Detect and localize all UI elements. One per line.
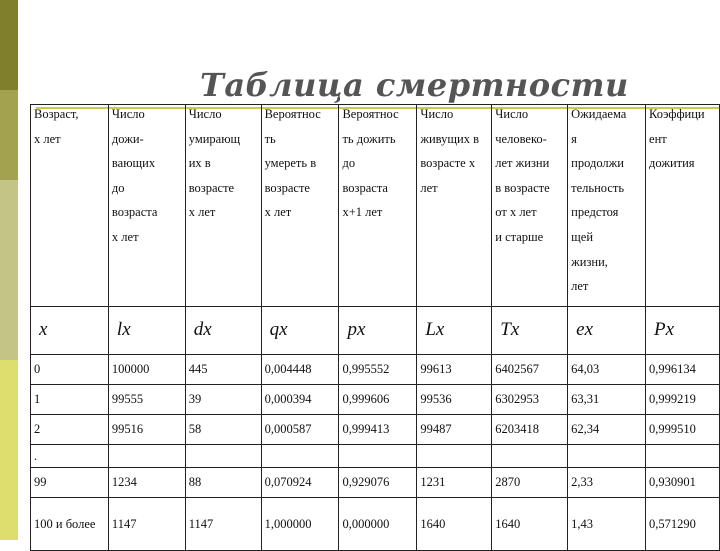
table-cell: 0 — [31, 354, 109, 384]
header-cell — [417, 105, 492, 307]
header-line: щей — [571, 229, 594, 244]
symbol-cell: lx — [108, 306, 185, 354]
header-line: Число — [420, 107, 454, 121]
table-cell: 0,999606 — [339, 384, 417, 414]
table-cell: 6203418 — [492, 414, 568, 444]
table-cell: 0,999413 — [339, 414, 417, 444]
table-cell: 1 — [31, 384, 109, 414]
header-line: Возраст, — [34, 107, 79, 121]
table-cell: 88 — [185, 467, 261, 497]
sidebar-segment-3 — [0, 180, 18, 360]
header-line: Число — [495, 107, 529, 121]
slide-sidebar — [0, 0, 18, 540]
table-cell: 445 — [185, 354, 261, 384]
table-cell: 99536 — [417, 384, 492, 414]
header-line: Ожидаема — [571, 107, 627, 121]
table-cell: 6302953 — [492, 384, 568, 414]
table-cell — [108, 444, 185, 467]
table-cell: 1147 — [185, 497, 261, 550]
header-line: лет — [571, 279, 589, 294]
symbol-cell: ex — [568, 306, 646, 354]
table-cell: 99 — [31, 467, 109, 497]
sidebar-segment-1 — [0, 0, 18, 90]
table-cell: 1231 — [417, 467, 492, 497]
header-cell — [568, 105, 646, 307]
table-cell: 99487 — [417, 414, 492, 444]
sidebar-segment-4 — [0, 360, 18, 540]
header-line: до — [342, 156, 356, 171]
table-cell — [568, 444, 646, 467]
header-line: Коэффици — [649, 107, 705, 121]
header-line: живущих в — [420, 131, 479, 146]
table-cell: 1147 — [108, 497, 185, 550]
symbol-cell: dx — [185, 306, 261, 354]
header-line: Число — [188, 107, 222, 121]
header-line: умирающ — [188, 131, 241, 146]
table-cell: 100000 — [108, 354, 185, 384]
table-row — [31, 467, 720, 497]
header-row — [31, 105, 720, 307]
table-cell: 0,999510 — [646, 414, 720, 444]
table-cell: 0,995552 — [339, 354, 417, 384]
table-cell: 0,999219 — [646, 384, 720, 414]
header-line: возраста — [111, 205, 158, 220]
table-cell: 0,000394 — [261, 384, 339, 414]
table-cell: 64,03 — [568, 354, 646, 384]
header-line: вающих — [111, 156, 156, 171]
header-line: возрасте — [188, 180, 235, 195]
table-cell — [646, 444, 720, 467]
table-cell: 58 — [185, 414, 261, 444]
header-line: я — [571, 131, 577, 146]
table-cell: 2870 — [492, 467, 568, 497]
header-line: ть — [264, 131, 276, 146]
header-line: ент — [649, 131, 667, 146]
header-line: ть дожить — [342, 131, 396, 146]
header-line: до — [111, 180, 125, 195]
header-line: человеко- — [495, 131, 547, 146]
table-cell: 0,000000 — [339, 497, 417, 550]
table-cell: 0,571290 — [646, 497, 720, 550]
header-line: x лет — [111, 229, 139, 244]
table-cell: 6402567 — [492, 354, 568, 384]
symbol-cell: Px — [646, 306, 720, 354]
table-cell: 2 — [31, 414, 109, 444]
header-line: и старше — [495, 229, 544, 244]
table-cell: 39 — [185, 384, 261, 414]
header-line: Число — [111, 107, 145, 121]
header-line: x лет — [34, 131, 61, 146]
table-cell: 1640 — [492, 497, 568, 550]
table-cell — [185, 444, 261, 467]
header-cell — [185, 105, 261, 307]
table-cell: 1640 — [417, 497, 492, 550]
header-line: лет — [420, 180, 438, 195]
table-cell: 2,33 — [568, 467, 646, 497]
table-cell — [339, 444, 417, 467]
header-line: Вероятнос — [342, 107, 399, 121]
table-cell: 0,000587 — [261, 414, 339, 444]
header-line: в возрасте — [495, 180, 550, 195]
symbol-row — [31, 306, 720, 354]
header-cell — [31, 105, 109, 307]
symbol-cell: x — [31, 306, 109, 354]
header-line: Вероятнос — [264, 107, 321, 121]
table-row — [31, 354, 720, 384]
header-line: возрасте — [264, 180, 310, 195]
table-row — [31, 384, 720, 414]
header-line: тельность — [571, 180, 625, 195]
table-cell — [261, 444, 339, 467]
table-cell: . — [31, 444, 109, 467]
header-line: дожития — [649, 156, 695, 171]
header-line: x лет — [264, 205, 292, 220]
table-cell: 100 и более — [31, 497, 109, 550]
table-cell: 99516 — [108, 414, 185, 444]
table-cell: 99613 — [417, 354, 492, 384]
header-cell — [492, 105, 568, 307]
table-cell: 0,004448 — [261, 354, 339, 384]
header-line: жизни, — [571, 254, 608, 269]
table-row — [31, 444, 720, 467]
table-cell: 1234 — [108, 467, 185, 497]
symbol-cell: qx — [261, 306, 339, 354]
header-line: x лет — [188, 205, 216, 220]
table-row — [31, 497, 720, 550]
header-cell — [261, 105, 339, 307]
header-line: x+1 лет — [342, 205, 383, 220]
header-line: продолжи — [571, 156, 624, 171]
symbol-cell: Tx — [492, 306, 568, 354]
slide-title: Таблица смертности — [200, 66, 629, 104]
symbol-cell: Lx — [417, 306, 492, 354]
header-line: умереть в — [264, 156, 317, 171]
header-line: возрасте x — [420, 156, 476, 171]
table-cell — [417, 444, 492, 467]
table-cell: 99555 — [108, 384, 185, 414]
symbol-cell: px — [339, 306, 417, 354]
table-cell: 1,43 — [568, 497, 646, 550]
header-line: предстоя — [571, 205, 619, 220]
header-cell — [339, 105, 417, 307]
sidebar-segment-2 — [0, 90, 18, 180]
table-cell: 0,929076 — [339, 467, 417, 497]
table-cell: 63,31 — [568, 384, 646, 414]
table-cell: 1,000000 — [261, 497, 339, 550]
table-cell — [492, 444, 568, 467]
table-cell: 0,930901 — [646, 467, 720, 497]
table-cell: 0,070924 — [261, 467, 339, 497]
header-line: их в — [188, 156, 211, 171]
header-cell — [108, 105, 185, 307]
table-cell: 0,996134 — [646, 354, 720, 384]
mortality-table — [30, 104, 720, 551]
header-line: возраста — [342, 180, 388, 195]
header-cell — [646, 105, 720, 307]
table-cell: 62,34 — [568, 414, 646, 444]
table-body — [31, 105, 720, 551]
table-row — [31, 414, 720, 444]
header-line: от x лет — [495, 205, 537, 220]
header-line: лет жизни — [495, 156, 550, 171]
header-line: дожи- — [111, 131, 144, 146]
